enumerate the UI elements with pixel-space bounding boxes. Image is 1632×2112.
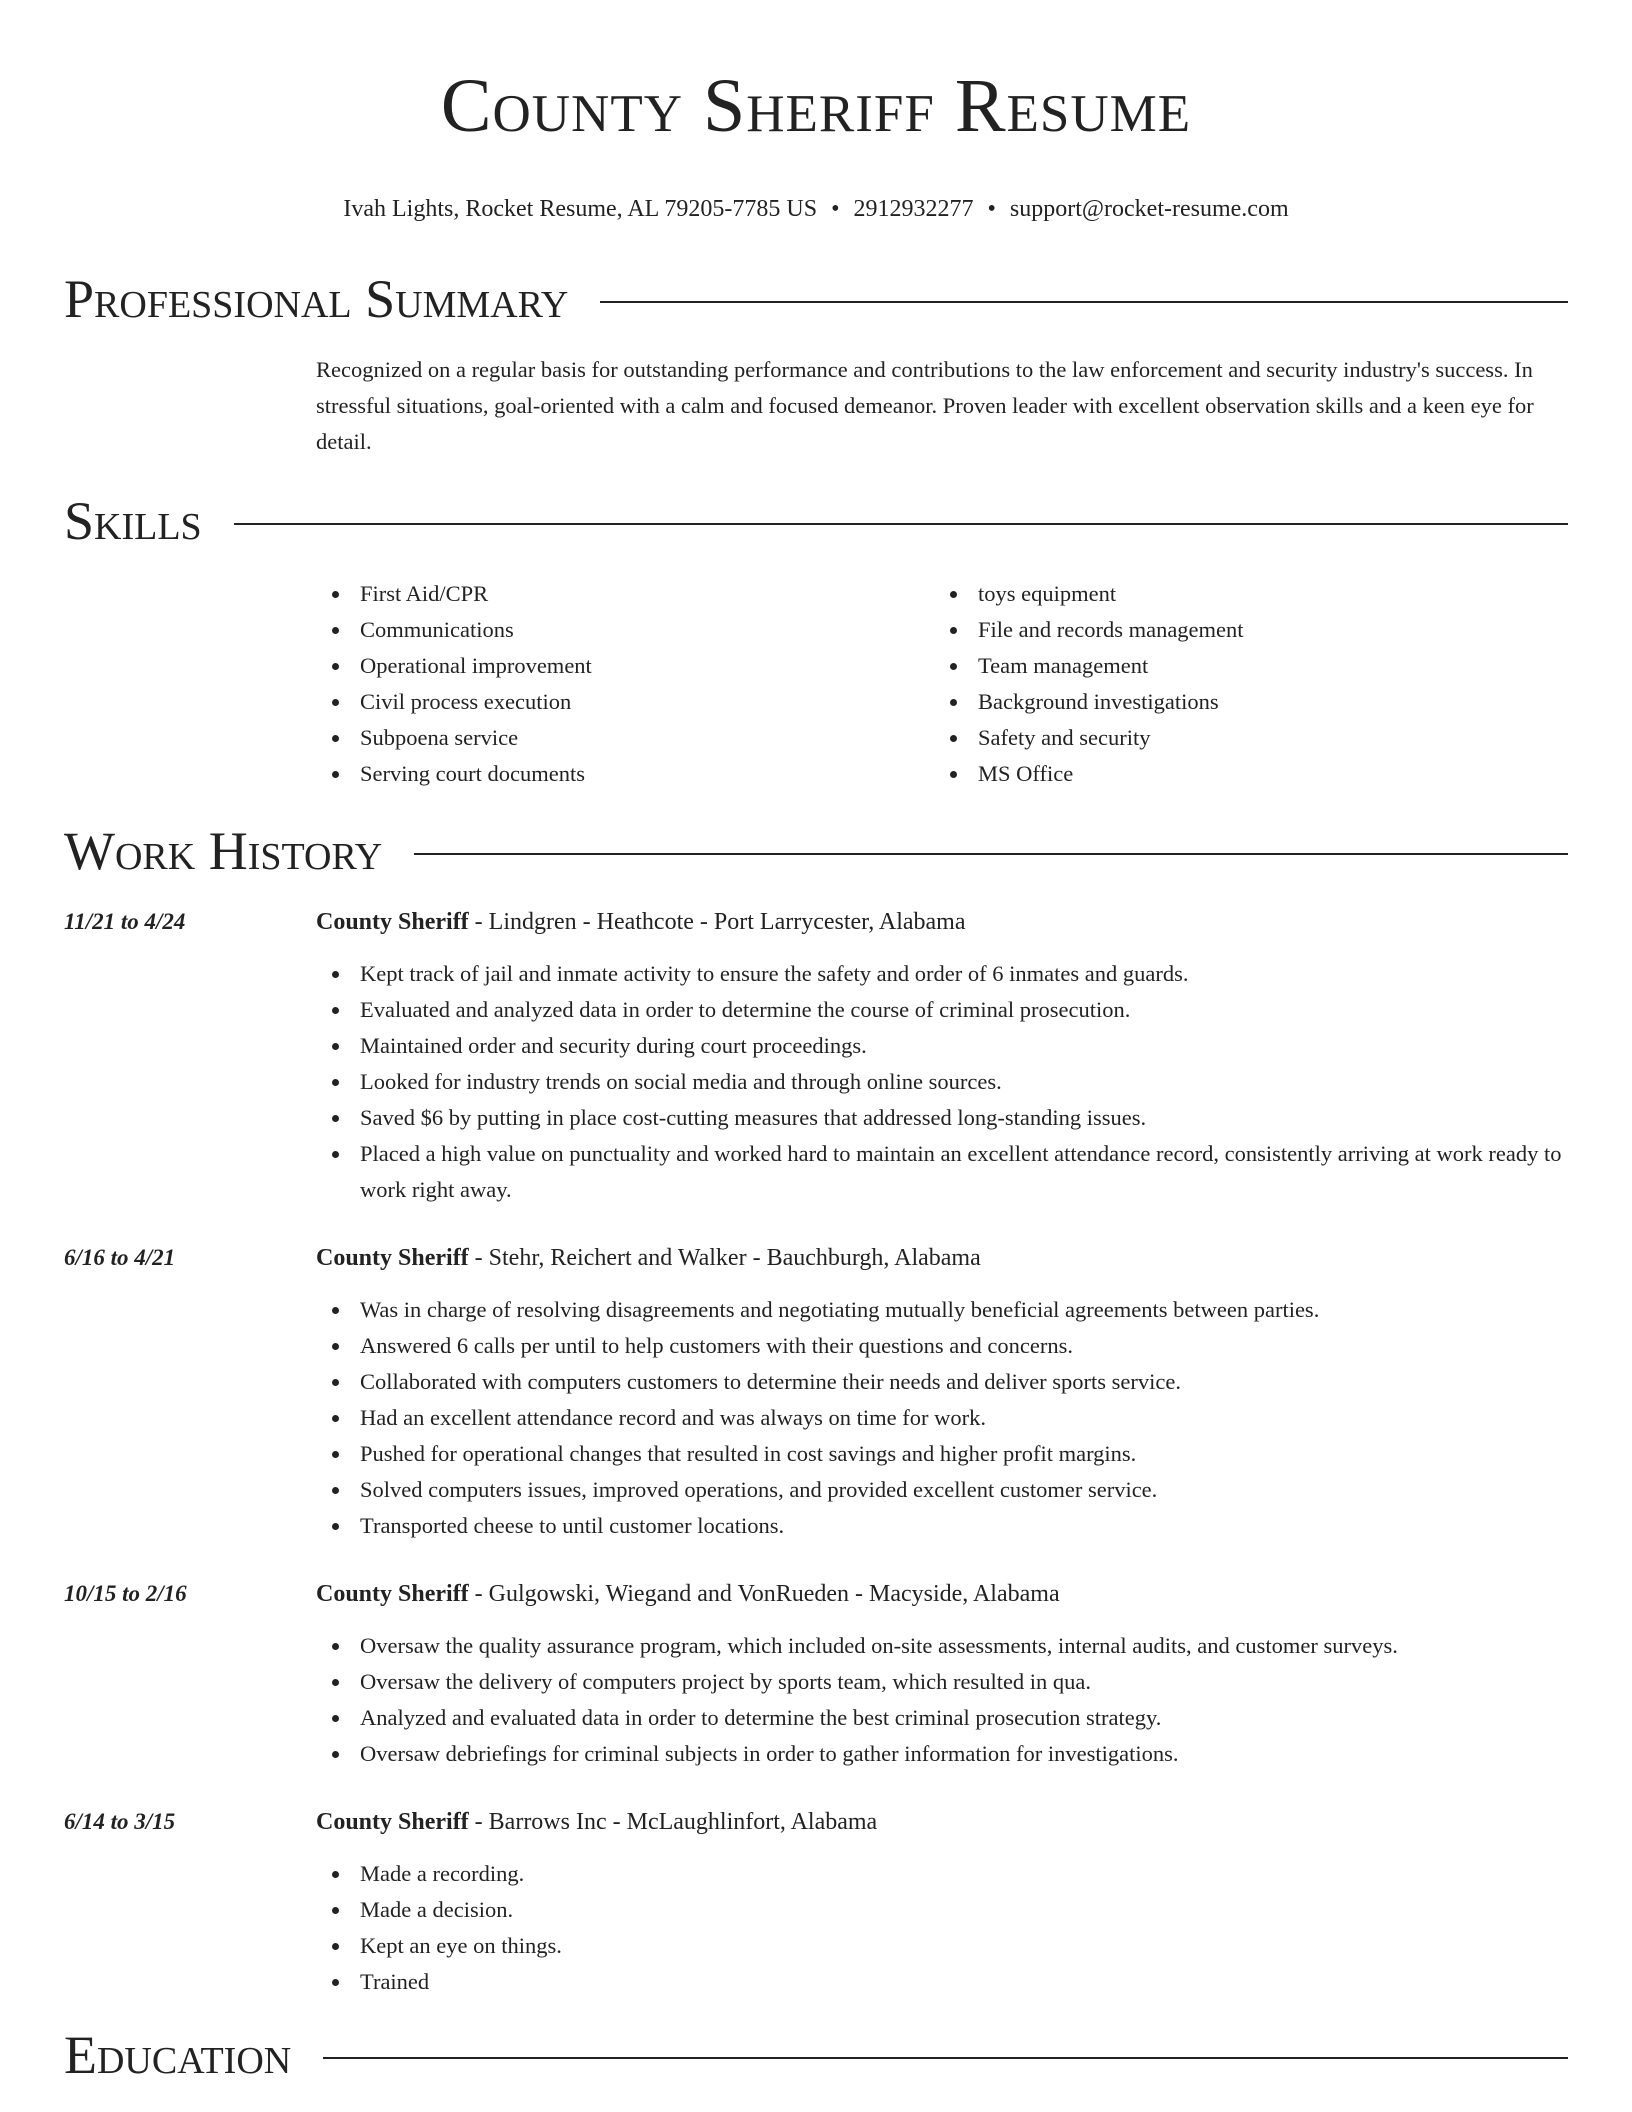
skill-item: File and records management — [934, 612, 1552, 648]
summary-text: Recognized on a regular basis for outstanding performance and contributions to the law enforcement and security industry's success. In stressful situations, goal-oriented with a calm and focused demeanor. Proven leader with excellent observation skills and a keen eye for detail. — [316, 357, 1534, 454]
job-content — [316, 1804, 1568, 2000]
skill-item: Civil process execution — [316, 684, 934, 720]
job-duty: Made a recording. — [316, 1856, 1568, 1892]
contact-phone: 2912932277 — [853, 196, 974, 222]
job-duty: Oversaw debriefings for criminal subjects in order to gather information for investigations. — [316, 1736, 1568, 1772]
skills-section-header — [64, 490, 1568, 552]
job-dates: 11/21 to 4/24 — [64, 909, 186, 934]
job-duty: Looked for industry trends on social media and through online sources. — [316, 1064, 1568, 1100]
job-title-line — [316, 1576, 1568, 1612]
skill-item: Subpoena service — [316, 720, 934, 756]
job-title: County Sheriff — [316, 1809, 469, 1835]
job-dates: 6/14 to 3/15 — [64, 1809, 176, 1834]
resume-title: County Sheriff Resume — [440, 64, 1192, 148]
skill-item: Communications — [316, 612, 934, 648]
contact-email: support@rocket-resume.com — [1009, 196, 1289, 222]
job-employer: - Barrows Inc - McLaughlinfort, Alabama — [468, 1809, 878, 1835]
job-title-line — [316, 1804, 1568, 1840]
job-duty: Saved $6 by putting in place cost-cutting measures that addressed long-standing issues. — [316, 1100, 1568, 1136]
skill-item: Safety and security — [934, 720, 1552, 756]
job-duties — [316, 1856, 1568, 2000]
job-content — [316, 1240, 1568, 1544]
job-duties — [316, 1628, 1568, 1772]
job-duty: Oversaw the delivery of computers project by sports team, which resulted in qua. — [316, 1664, 1568, 1700]
job-duty: Kept an eye on things. — [316, 1928, 1568, 1964]
job-duties — [316, 956, 1568, 1208]
job-content — [316, 1576, 1568, 1772]
job-dates: 6/16 to 4/21 — [64, 1245, 176, 1270]
job-duty: Transported cheese to until customer locations. — [316, 1508, 1568, 1544]
job-entry — [64, 904, 1568, 1208]
contact-separator: • — [987, 196, 996, 222]
skill-item: Team management — [934, 648, 1552, 684]
job-duty: Answered 6 calls per until to help customers with their questions and concerns. — [316, 1328, 1568, 1364]
skill-item: MS Office — [934, 756, 1552, 792]
work-heading: Work History — [64, 821, 383, 881]
job-duty: Solved computers issues, improved operations, and provided excellent customer service. — [316, 1472, 1568, 1508]
job-employer: - Stehr, Reichert and Walker - Bauchburgh, Alabama — [468, 1245, 981, 1271]
job-duty: Had an excellent attendance record and was always on time for work. — [316, 1400, 1568, 1436]
section-divider — [600, 301, 1568, 303]
skill-item: Background investigations — [934, 684, 1552, 720]
contact-separator: • — [831, 196, 840, 222]
skills-column-left — [316, 576, 934, 792]
summary-section-header — [64, 268, 1568, 330]
contact-line — [64, 194, 1568, 224]
contact-address: Ivah Lights, Rocket Resume, AL 79205-7785 US — [343, 196, 818, 222]
education-section-header — [64, 2024, 1568, 2086]
job-title: County Sheriff — [316, 1581, 469, 1607]
job-entry — [64, 1804, 1568, 2000]
section-divider — [234, 523, 1568, 525]
section-divider — [414, 853, 1568, 855]
job-duty: Maintained order and security during court proceedings. — [316, 1028, 1568, 1064]
skill-item: Operational improvement — [316, 648, 934, 684]
section-divider — [323, 2057, 1568, 2059]
job-title: County Sheriff — [316, 909, 469, 935]
skills-list — [316, 576, 1568, 792]
job-duty: Pushed for operational changes that resulted in cost savings and higher profit margins. — [316, 1436, 1568, 1472]
job-duty: Kept track of jail and inmate activity to ensure the safety and order of 6 inmates and guards. — [316, 956, 1568, 992]
skills-heading: Skills — [64, 491, 202, 551]
job-title: County Sheriff — [316, 1245, 469, 1271]
job-duty: Placed a high value on punctuality and worked hard to maintain an excellent attendance record, consistently arriving at work ready to work right away. — [316, 1136, 1568, 1208]
skills-column-right — [934, 576, 1552, 792]
job-duty: Trained — [316, 1964, 1568, 2000]
job-employer: - Lindgren - Heathcote - Port Larrycester, Alabama — [468, 909, 966, 935]
job-entry — [64, 1240, 1568, 1544]
job-duty: Oversaw the quality assurance program, which included on-site assessments, internal audits, and customer surveys. — [316, 1628, 1568, 1664]
education-heading: Education — [64, 2025, 292, 2085]
work-history-list — [64, 904, 1568, 2000]
job-duty: Collaborated with computers customers to determine their needs and deliver sports service. — [316, 1364, 1568, 1400]
job-duties — [316, 1292, 1568, 1544]
skill-item: toys equipment — [934, 576, 1552, 612]
job-entry — [64, 1576, 1568, 1772]
job-content — [316, 904, 1568, 1208]
work-section-header — [64, 820, 1568, 882]
job-title-line — [316, 904, 1568, 940]
skill-item: Serving court documents — [316, 756, 934, 792]
job-duty: Analyzed and evaluated data in order to determine the best criminal prosecution strategy. — [316, 1700, 1568, 1736]
job-duty: Made a decision. — [316, 1892, 1568, 1928]
job-dates: 10/15 to 2/16 — [64, 1581, 187, 1606]
job-duty: Evaluated and analyzed data in order to determine the course of criminal prosecution. — [316, 992, 1568, 1028]
job-title-line — [316, 1240, 1568, 1276]
skill-item: First Aid/CPR — [316, 576, 934, 612]
job-employer: - Gulgowski, Wiegand and VonRueden - Macyside, Alabama — [468, 1581, 1060, 1607]
summary-heading: Professional Summary — [64, 269, 569, 329]
job-duty: Was in charge of resolving disagreements and negotiating mutually beneficial agreements between parties. — [316, 1292, 1568, 1328]
